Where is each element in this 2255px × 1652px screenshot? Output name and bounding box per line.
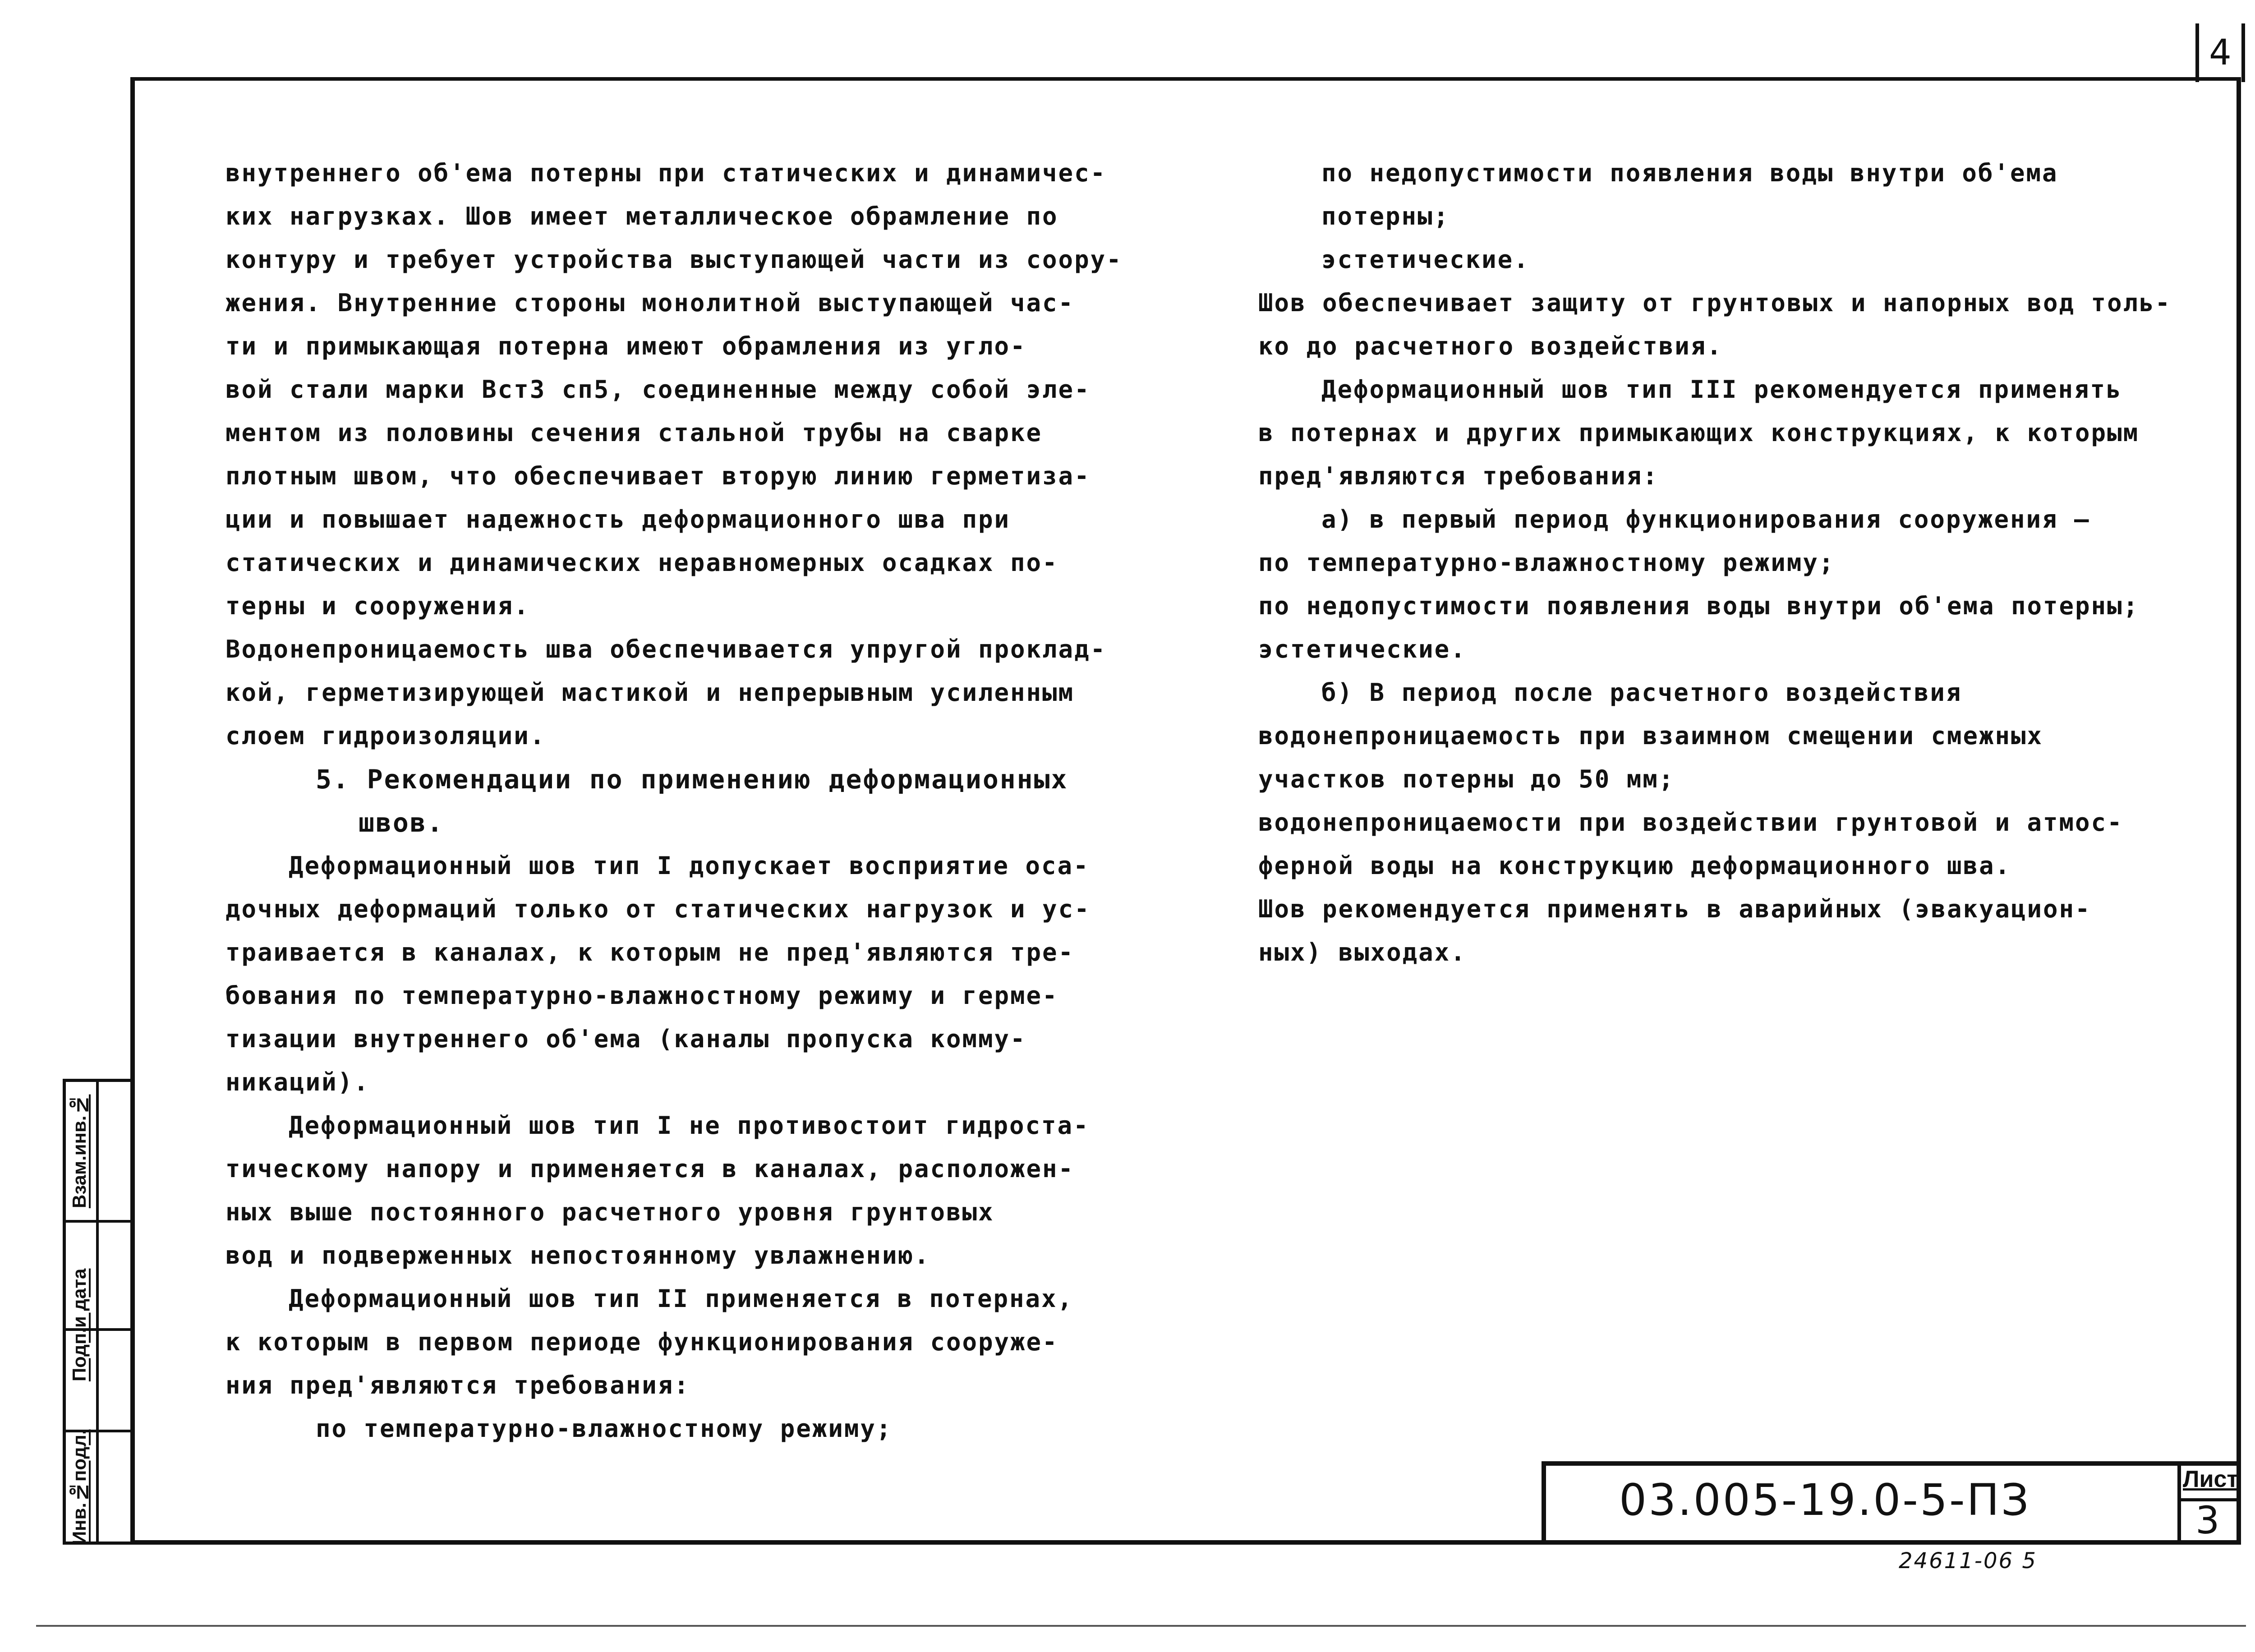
text-line: статических и динамических неравномерных осадках по- [226, 548, 1058, 577]
section-heading: швов. [359, 807, 444, 838]
text-line: ментом из половины сечения стальной трубы на сварке [226, 419, 1043, 447]
text-line: тизации внутреннего об'ема (каналы пропуска комму- [226, 1025, 1026, 1053]
text-line: потерны; [1321, 202, 1450, 230]
text-line: траивается в каналах, к которым не пред'являются тре- [226, 938, 1075, 966]
text-line: Водонепроницаемость шва обеспечивается упругой проклад- [226, 635, 1107, 663]
trim-line [36, 1625, 2246, 1627]
text-line: по недопустимости появления воды внутри об'ема потерны; [1258, 592, 2140, 620]
text-line: по температурно-влажностному режиму; [1258, 548, 1835, 577]
sheet-cell-divider [2177, 1461, 2181, 1545]
text-line: ти и примыкающая потерна имеют обрамления из угло- [226, 332, 1026, 360]
text-line: в потернах и других примыкающих конструкциях, к которым [1258, 419, 2140, 447]
archive-number: 24611-06 5 [1899, 1548, 2037, 1574]
side-stamp-podp-data: Подп.и дата [69, 1268, 90, 1381]
text-line: по температурно-влажностному режиму; [316, 1414, 893, 1443]
side-stamp-vzam-inv: Взам.инв.№ [69, 1094, 90, 1208]
text-line: Деформационный шов тип І допускает восприятие оса- [289, 851, 1090, 880]
text-line: вод и подверженных непостоянному увлажнению. [226, 1241, 930, 1270]
text-line: бования по температурно-влажностному режиму и герме- [226, 981, 1058, 1010]
text-line: Деформационный шов тип ІІІ рекомендуется применять [1321, 375, 2122, 404]
text-line: слоем гидроизоляции. [226, 722, 546, 750]
left-text-column [226, 152, 1195, 1450]
text-line: ных) выходах. [1258, 938, 1467, 966]
text-line: Деформационный шов тип І не противостоит гидроста- [289, 1111, 1090, 1140]
page-number: 4 [2195, 23, 2245, 82]
text-line: внутреннего об'ема потерны при статических и динамичес- [226, 159, 1107, 187]
text-line: кой, герметизирующей мастикой и непрерывным усиленным [226, 678, 1075, 707]
text-line: Шов обеспечивает защиту от грунтовых и напорных вод толь- [1258, 289, 2172, 317]
text-line: вой стали марки Вст3 сп5, соединенные между собой эле- [226, 375, 1091, 404]
text-line: Деформационный шов тип ІІ применяется в потернах, [289, 1284, 1074, 1313]
text-line: пред'являются требования: [1258, 462, 1659, 490]
text-line: жения. Внутренние стороны монолитной выступающей час- [226, 289, 1075, 317]
text-line: участков потерны до 50 мм; [1258, 765, 1675, 793]
text-line: а) в первый период функционирования сооружения — [1321, 505, 2090, 534]
text-line: ко до расчетного воздействия. [1258, 332, 1723, 360]
text-line: никаций). [226, 1068, 370, 1096]
text-line: к которым в первом периоде функционирования сооруже- [226, 1328, 1058, 1356]
text-line: ния пред'являются требования: [226, 1371, 690, 1399]
text-line: по недопустимости появления воды внутри об'ема [1321, 159, 2058, 187]
right-text-column [1258, 152, 2228, 974]
text-line: ких нагрузках. Шов имеет металлическое обрамление по [226, 202, 1058, 230]
text-line: Шов рекомендуется применять в аварийных (эвакуацион- [1258, 895, 2091, 923]
text-line: ции и повышает надежность деформационного шва при [226, 505, 1011, 534]
text-line: ферной воды на конструкцию деформационного шва. [1258, 851, 2011, 880]
text-line: б) В период после расчетного воздействия [1321, 678, 1962, 707]
text-line: водонепроницаемость при взаимном смещении смежных [1258, 722, 2043, 750]
text-line: эстетические. [1258, 635, 1467, 663]
document-code: 03.005-19.0-5-ПЗ [1619, 1475, 2031, 1525]
sheet-number: 3 [2195, 1498, 2220, 1542]
text-line: плотным швом, что обеспечивает вторую линию герметиза- [226, 462, 1091, 490]
text-line: водонепроницаемости при воздействии грунтовой и атмос- [1258, 808, 2123, 837]
text-line: эстетические. [1321, 245, 1530, 274]
text-line: терны и сооружения. [226, 592, 530, 620]
text-line: контуру и требует устройства выступающей части из соору- [226, 245, 1123, 274]
text-line: дочных деформаций только от статических нагрузок и ус- [226, 895, 1091, 923]
text-line: тическому напору и применяется в каналах, расположен- [226, 1155, 1075, 1183]
side-stamp-divider [96, 1079, 99, 1545]
side-stamp-inv-podl: Инв.№подл. [69, 1429, 90, 1545]
section-heading: 5. Рекомендации по применению деформационных [316, 764, 1068, 795]
text-line: ных выше постоянного расчетного уровня грунтовых [226, 1198, 994, 1226]
sheet-label: Лист [2183, 1466, 2238, 1492]
